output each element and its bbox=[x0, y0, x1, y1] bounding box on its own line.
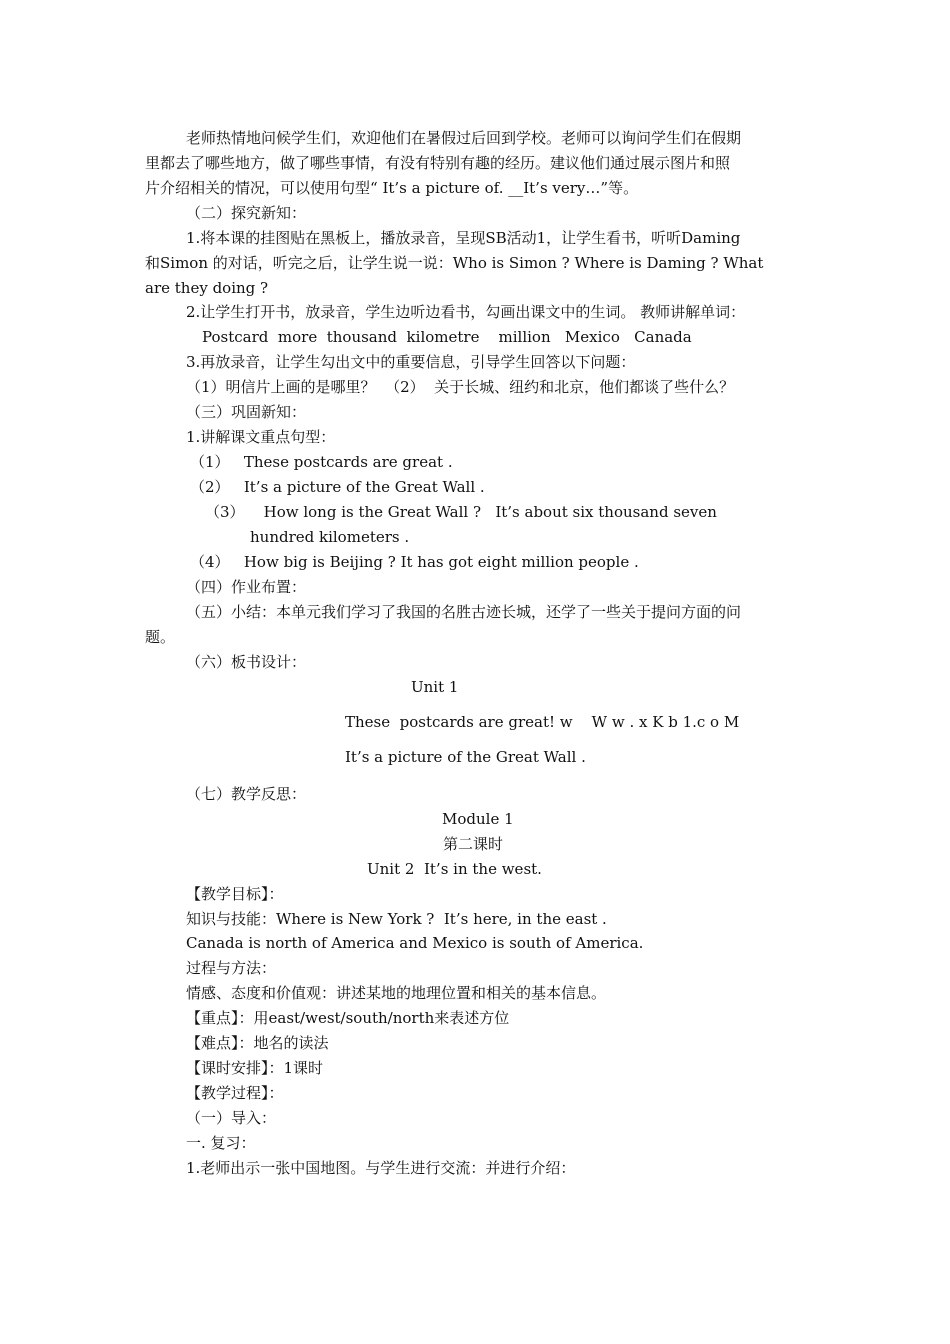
section-heading: （四）作业布置： bbox=[186, 578, 307, 596]
text-line: 过程与方法： bbox=[186, 959, 277, 977]
board-line: It’s a picture of the Great Wall . bbox=[345, 748, 586, 766]
section-heading: （五）小结：本单元我们学习了我国的名胜古迹长城，还学了一些关于提问方面的问 bbox=[186, 603, 742, 621]
vocabulary-line: Postcard more thousand kilometre million Mexico Canada bbox=[202, 328, 692, 346]
section-heading: （六）板书设计： bbox=[186, 653, 307, 671]
section-heading: （二）探究新知： bbox=[186, 204, 307, 222]
text-line: are they doing ? bbox=[145, 279, 269, 297]
module-title: Module 1 bbox=[442, 810, 514, 828]
unit-title: Unit 2 It’s in the west. bbox=[367, 860, 542, 878]
text-line: 一. 复习： bbox=[186, 1134, 256, 1152]
sentence-line: hundred kilometers . bbox=[250, 528, 410, 546]
text-line: 知识与技能：Where is New York ? It’s here, in the east . bbox=[186, 910, 607, 928]
text-line: 里都去了哪些地方，做了哪些事情，有没有特别有趣的经历。建议他们通过展示图片和照 bbox=[145, 154, 731, 172]
lesson-title: 第二课时 bbox=[443, 835, 504, 853]
section-heading: 【教学过程】： bbox=[186, 1084, 284, 1102]
text-line: 片介绍相关的情况，可以使用句型“ It’s a picture of. __It’s very…”等。 bbox=[145, 179, 639, 197]
section-heading: 【教学目标】： bbox=[186, 885, 284, 903]
text-line: 【难点】：地名的读法 bbox=[186, 1034, 329, 1052]
sentence-line: （1） These postcards are great . bbox=[190, 453, 453, 471]
sentence-line: （3） How long is the Great Wall ? It’s about six thousand seven bbox=[205, 503, 717, 521]
sentence-line: （2） It’s a picture of the Great Wall . bbox=[190, 478, 485, 496]
text-line: 2.让学生打开书，放录音，学生边听边看书，勾画出课文中的生词。 教师讲解单词： bbox=[186, 303, 746, 321]
board-title: Unit 1 bbox=[411, 678, 459, 696]
text-line: Canada is north of America and Mexico is south of America. bbox=[186, 934, 644, 952]
section-heading: （三）巩固新知： bbox=[186, 403, 307, 421]
board-line: These postcards are great! w W w . x K b 1.c o M bbox=[345, 713, 740, 731]
text-line: 3.再放录音，让学生勾出文中的重要信息，引导学生回答以下问题： bbox=[186, 353, 636, 371]
text-line: 1.讲解课文重点句型： bbox=[186, 428, 336, 446]
text-line: 和Simon 的对话，听完之后，让学生说一说：Who is Simon ? Where is Daming ? What bbox=[145, 254, 764, 272]
text-line: 情感、态度和价值观：讲述某地的地理位置和相关的基本信息。 bbox=[186, 984, 607, 1002]
text-line: （1）明信片上画的是哪里？ （2） 关于长城、纽约和北京，他们都谈了些什么？ bbox=[186, 378, 735, 396]
section-heading: （一）导入： bbox=[186, 1109, 277, 1127]
text-line: 【重点】：用east/west/south/north来表述方位 bbox=[186, 1009, 510, 1027]
section-heading: （七）教学反思： bbox=[186, 785, 307, 803]
text-line: 题。 bbox=[145, 628, 176, 646]
text-line: 老师热情地问候学生们，欢迎他们在暑假过后回到学校。老师可以询问学生们在假期 bbox=[186, 129, 742, 147]
text-line: 1.老师出示一张中国地图。与学生进行交流：并进行介绍： bbox=[186, 1159, 576, 1177]
sentence-line: （4） How big is Beijing ? It has got eight million people . bbox=[190, 553, 639, 571]
text-line: 【课时安排】：1课时 bbox=[186, 1059, 324, 1077]
text-line: 1.将本课的挂图贴在黑板上，播放录音，呈现SB活动1，让学生看书，听听Daming bbox=[186, 229, 741, 247]
